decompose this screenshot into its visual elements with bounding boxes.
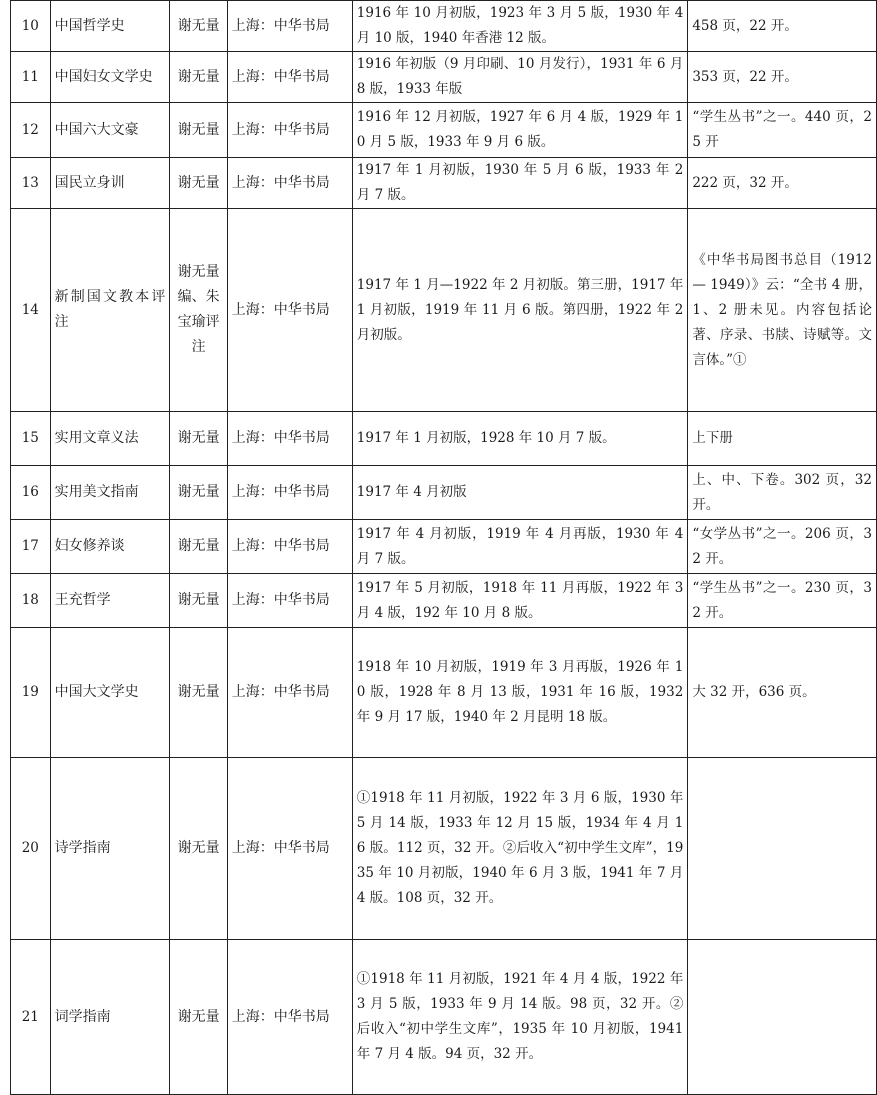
edition-history: 1917 年 1 月初版，1928 年 10 月 7 版。: [352, 412, 688, 466]
book-publisher: 上海：中华书局: [227, 412, 352, 466]
book-author: 谢无量: [170, 574, 227, 628]
table-row: [11, 940, 877, 1095]
book-publisher: 上海：中华书局: [227, 52, 352, 103]
table-row: [11, 103, 877, 158]
book-title: 国民立身训: [50, 158, 170, 209]
book-author: 谢无量: [170, 158, 227, 209]
edition-history: 1917 年 4 月初版，1919 年 4 月再版，1930 年 4 月 7 版。: [352, 520, 688, 574]
row-number: 18: [11, 574, 51, 628]
book-title: 新制国文教本评注: [50, 209, 170, 412]
row-number: 11: [11, 52, 51, 103]
edition-history: 1916 年 10 月初版，1923 年 3 月 5 版，1930 年 4 月 10 版，1940 年香港 12 版。: [352, 1, 688, 52]
row-number: 20: [11, 758, 51, 940]
book-title: 实用文章义法: [50, 412, 170, 466]
edition-history: 1918 年 10 月初版，1919 年 3 月再版，1926 年 10 版，1928 年 8 月 13 版，1931 年 16 版，1932 年 9 月 17 版，1940 年 2 月昆明 18 版。: [352, 628, 688, 758]
book-publisher: 上海：中华书局: [227, 940, 352, 1095]
book-title: 诗学指南: [50, 758, 170, 940]
row-number: 17: [11, 520, 51, 574]
book-notes: 222 页，32 开。: [688, 158, 877, 209]
table-row: [11, 412, 877, 466]
book-title: 中国妇女文学史: [50, 52, 170, 103]
table-row: [11, 52, 877, 103]
book-title: 中国哲学史: [50, 1, 170, 52]
book-author: 谢无量: [170, 628, 227, 758]
edition-history: 1916 年初版（9 月印刷、10 月发行），1931 年 6 月 8 版，1933 年版: [352, 52, 688, 103]
edition-history: 1917 年 1 月初版，1930 年 5 月 6 版，1933 年 2 月 7 版。: [352, 158, 688, 209]
book-notes: [688, 940, 877, 1095]
row-number: 10: [11, 1, 51, 52]
book-notes: 上下册: [688, 412, 877, 466]
book-author: 谢无量编、朱宝瑜评注: [170, 209, 227, 412]
book-title: 词学指南: [50, 940, 170, 1095]
table-row: [11, 628, 877, 758]
book-author: 谢无量: [170, 103, 227, 158]
table-row: [11, 574, 877, 628]
book-title: 实用美文指南: [50, 466, 170, 520]
row-number: 15: [11, 412, 51, 466]
book-notes: 《中华书局图书总目（1912 — 1949）》云：“全书 4 册，1、2 册未见。内容包括论著、序录、书牍、诗赋等。文言体。”①: [688, 209, 877, 412]
book-author: 谢无量: [170, 520, 227, 574]
book-notes: 上、中、下卷。302 页，32 开。: [688, 466, 877, 520]
row-number: 16: [11, 466, 51, 520]
table-row: [11, 758, 877, 940]
edition-history: 1917 年 4 月初版: [352, 466, 688, 520]
book-title: 妇女修养谈: [50, 520, 170, 574]
book-title: 中国六大文豪: [50, 103, 170, 158]
edition-history: ①1918 年 11 月初版，1922 年 3 月 6 版，1930 年 5 月 14 版，1933 年 12 月 15 版，1934 年 4 月 16 版。112 页，32 开。②后收入“初中学生文库”，1935 年 10 月初版，1940 年 6 月 3 版，1941 年 7 月 4 版。108 页，32 开。: [352, 758, 688, 940]
book-publisher: 上海：中华书局: [227, 1, 352, 52]
row-number: 14: [11, 209, 51, 412]
table-row: [11, 466, 877, 520]
book-publisher: 上海：中华书局: [227, 209, 352, 412]
book-title: 王充哲学: [50, 574, 170, 628]
book-notes: [688, 758, 877, 940]
book-title: 中国大文学史: [50, 628, 170, 758]
book-notes: “学生丛书”之一。230 页，32 开。: [688, 574, 877, 628]
row-number: 21: [11, 940, 51, 1095]
book-author: 谢无量: [170, 1, 227, 52]
table-row: [11, 209, 877, 412]
book-publisher: 上海：中华书局: [227, 758, 352, 940]
row-number: 19: [11, 628, 51, 758]
book-notes: 大 32 开，636 页。: [688, 628, 877, 758]
table-row: [11, 158, 877, 209]
book-publisher: 上海：中华书局: [227, 158, 352, 209]
book-author: 谢无量: [170, 466, 227, 520]
book-publisher: 上海：中华书局: [227, 103, 352, 158]
table-row: [11, 520, 877, 574]
book-notes: 458 页，22 开。: [688, 1, 877, 52]
book-author: 谢无量: [170, 412, 227, 466]
edition-history: 1917 年 5 月初版，1918 年 11 月再版，1922 年 3 月 4 版，192 年 10 月 8 版。: [352, 574, 688, 628]
book-publisher: 上海：中华书局: [227, 628, 352, 758]
book-author: 谢无量: [170, 758, 227, 940]
edition-history: 1917 年 1 月—1922 年 2 月初版。第三册，1917 年 1 月初版，1919 年 11 月 6 版。第四册，1922 年 2 月初版。: [352, 209, 688, 412]
book-notes: “学生丛书”之一。440 页，25 开: [688, 103, 877, 158]
book-author: 谢无量: [170, 940, 227, 1095]
edition-history: ①1918 年 11 月初版，1921 年 4 月 4 版，1922 年 3 月 5 版，1933 年 9 月 14 版。98 页，32 开。②后收入“初中学生文库”，1935 年 10 月初版，1941 年 7 月 4 版。94 页，32 开。: [352, 940, 688, 1095]
book-author: 谢无量: [170, 52, 227, 103]
book-publisher: 上海：中华书局: [227, 466, 352, 520]
book-notes: 353 页，22 开。: [688, 52, 877, 103]
bibliography-table: [10, 0, 877, 1095]
book-publisher: 上海：中华书局: [227, 574, 352, 628]
row-number: 12: [11, 103, 51, 158]
row-number: 13: [11, 158, 51, 209]
edition-history: 1916 年 12 月初版，1927 年 6 月 4 版，1929 年 10 月 5 版，1933 年 9 月 6 版。: [352, 103, 688, 158]
book-notes: “女学丛书”之一。206 页，32 开。: [688, 520, 877, 574]
table-row: [11, 1, 877, 52]
book-publisher: 上海：中华书局: [227, 520, 352, 574]
